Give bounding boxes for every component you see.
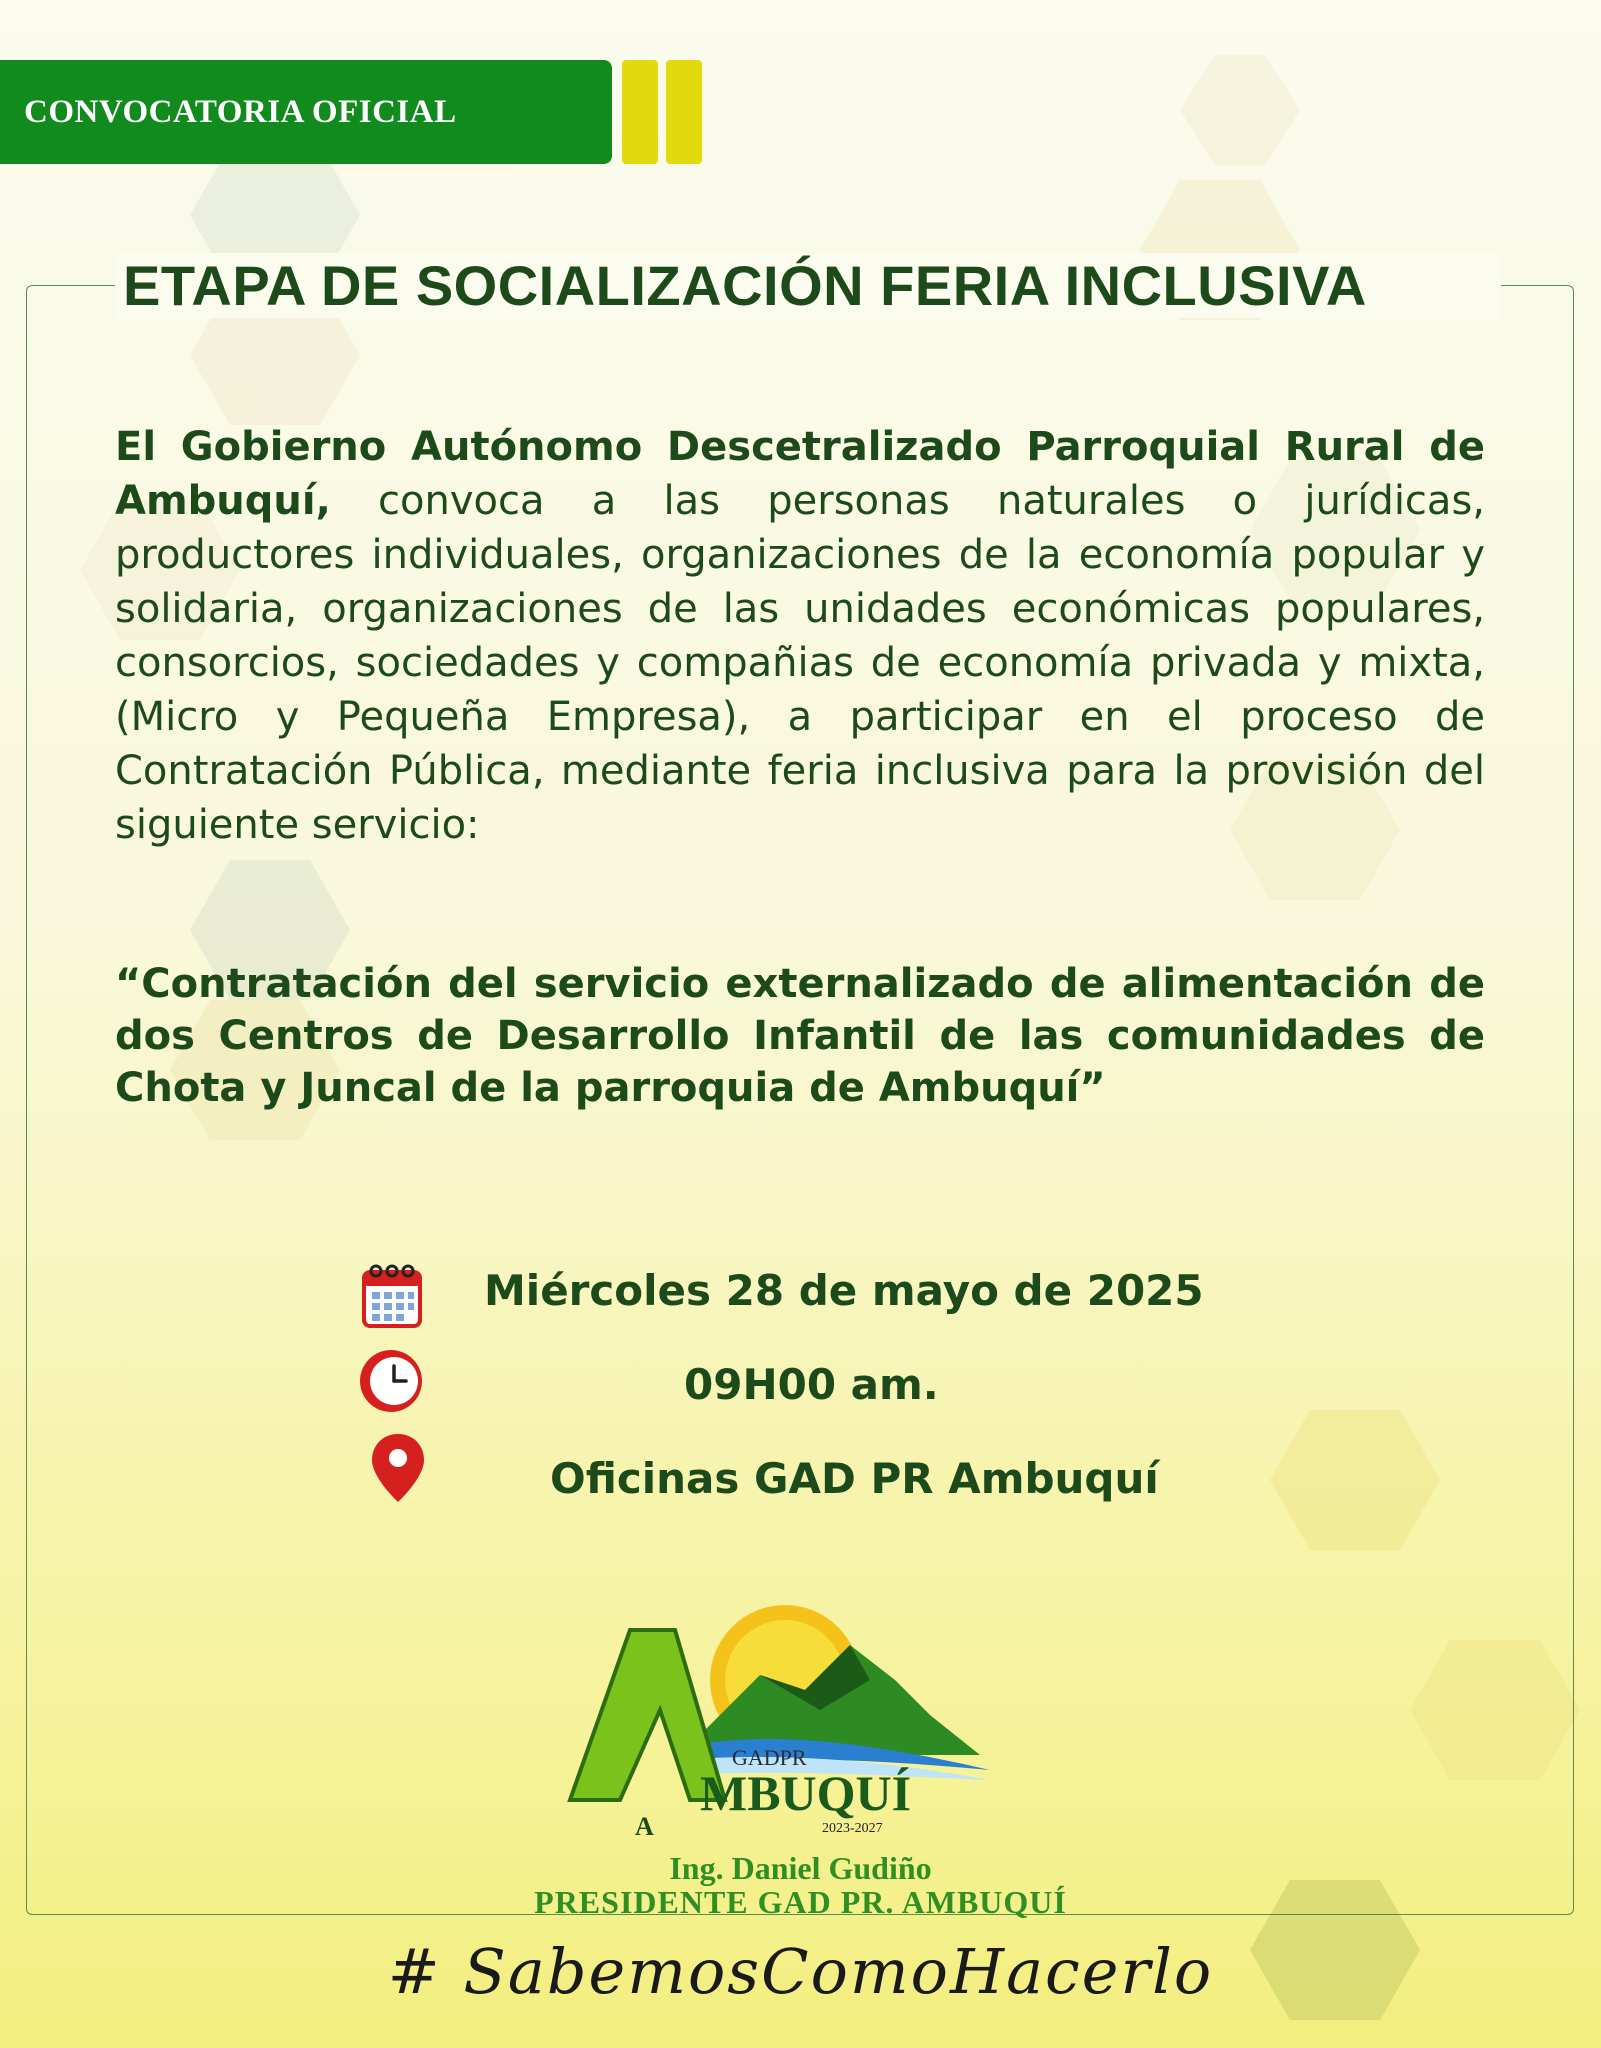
convocatoria-badge <box>0 60 612 164</box>
badge-accent-bar-1 <box>622 60 658 164</box>
location-pin-icon <box>368 1432 428 1504</box>
convocation-issuer: El Gobierno Autónomo Descetralizado Parroquial Rural de Ambuquí, <box>115 424 1485 524</box>
signer-role: PRESIDENTE GAD PR. AMBUQUÍ <box>534 1884 1067 1920</box>
hashtag-slogan: # SabemosComoHacerlo <box>387 1935 1214 2008</box>
calendar-icon <box>358 1262 426 1330</box>
event-place: Oficinas GAD PR Ambuquí <box>550 1454 1159 1503</box>
clock-icon <box>356 1346 430 1416</box>
signer-name: Ing. Daniel Gudiño <box>669 1850 932 1886</box>
event-date: Miércoles 28 de mayo de 2025 <box>484 1266 1204 1315</box>
logo-name: MBUQUÍ <box>700 1765 912 1821</box>
gadpr-ambuqui-logo <box>560 1570 1000 1840</box>
logo-period: 2023-2027 <box>822 1821 883 1836</box>
logo-graphic <box>560 1570 1000 1840</box>
page-title: ETAPA DE SOCIALIZACIÓN FERIA INCLUSIVA <box>115 253 1501 318</box>
convocation-paragraph <box>115 420 1485 852</box>
logo-letter: A <box>635 1812 654 1840</box>
convocation-text: convoca a las personas naturales o jurídicas, productores individuales, organizaciones de la economía popular y solidaria, organizaciones de las unidades económicas populares, consorcios, sociedades y compañias de economía privada y mixta, (Micro y Pequeña Empresa), a participar en el proceso de Contratación Pública, mediante feria inclusiva para la provisión del siguiente servicio: <box>115 478 1485 848</box>
logo-prefix: GADPR <box>732 1745 807 1770</box>
service-description: “Contratación del servicio externalizado de alimentación de dos Centros de Desarrollo Infantil de las comunidades de Chota y Juncal de la parroquia de Ambuquí” <box>115 961 1485 1111</box>
event-time: 09H00 am. <box>684 1360 939 1409</box>
badge-label: CONVOCATORIA OFICIAL <box>24 93 457 130</box>
badge-accent-bar-2 <box>666 60 702 164</box>
